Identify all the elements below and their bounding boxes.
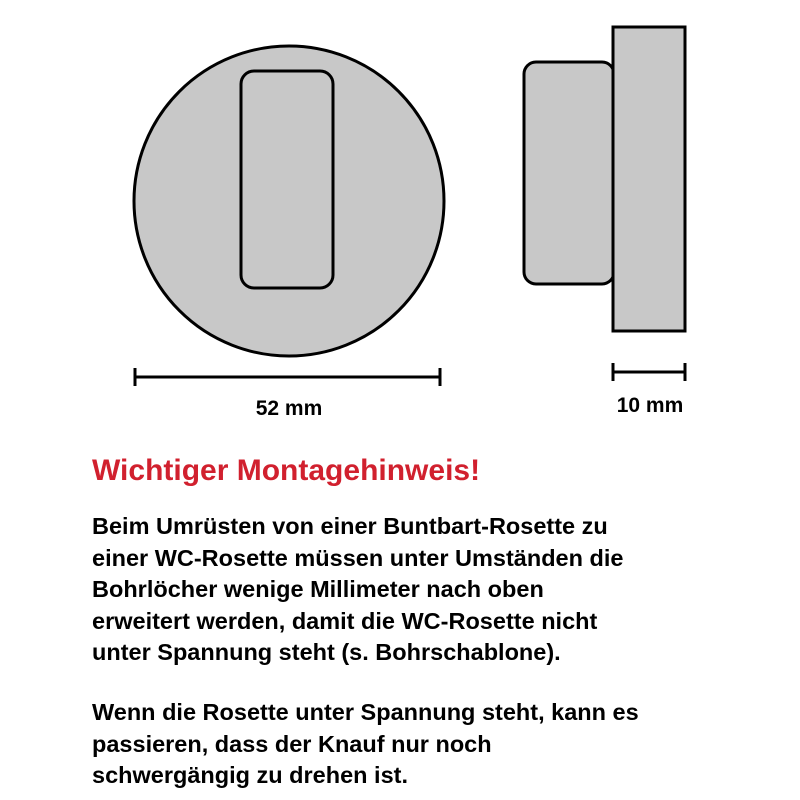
paragraph-line: erweitert werden, damit die WC-Rosette nicht <box>92 607 598 634</box>
paragraph-line: Beim Umrüsten von einer Buntbart-Rosette zu <box>92 513 608 539</box>
notice-paragraph-retrofit <box>92 511 623 669</box>
knob-front-view <box>241 71 333 288</box>
notice-paragraph-tension <box>92 697 639 792</box>
width-dimension-line <box>135 368 440 386</box>
depth-dimension-line <box>613 363 685 381</box>
paragraph-line: einer WC-Rosette müssen unter Umständen die <box>92 544 624 571</box>
rosette-side-view <box>613 27 685 331</box>
depth-dimension-label: 10 mm <box>616 394 684 417</box>
paragraph-line: schwergängig zu drehen ist. <box>92 762 408 788</box>
knob-side-view <box>524 62 614 284</box>
paragraph-line: passieren, dass der Knauf nur noch <box>92 730 492 757</box>
paragraph-line: Wenn die Rosette unter Spannung steht, kann es <box>92 699 639 725</box>
notice-heading: Wichtiger Montagehinweis! <box>92 454 481 487</box>
width-dimension-label: 52 mm <box>255 397 323 420</box>
paragraph-line: unter Spannung steht (s. Bohrschablone). <box>92 639 561 665</box>
paragraph-line: Bohrlöcher wenige Millimeter nach oben <box>92 576 544 602</box>
